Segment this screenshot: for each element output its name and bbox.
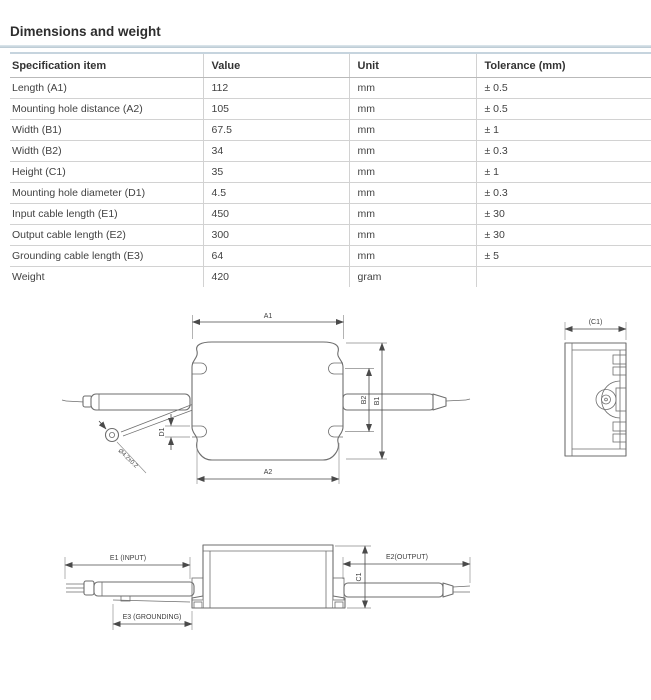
table-row <box>10 120 651 141</box>
spec-table-header-row <box>10 53 651 78</box>
cell-tolerance: ± 0.5 <box>476 78 651 99</box>
cell-tolerance: ± 0.3 <box>476 141 651 162</box>
spec-table <box>10 52 651 287</box>
cell-value: 35 <box>203 162 349 183</box>
side-ground-wire <box>113 596 190 602</box>
dim-d1 <box>159 414 190 450</box>
page-title: Dimensions and weight <box>10 24 161 39</box>
cell-unit: mm <box>349 246 476 267</box>
top-view-drawing <box>62 313 470 484</box>
cell-tolerance: ± 30 <box>476 225 651 246</box>
side-output-cable <box>344 583 470 597</box>
ground-wire <box>99 403 198 473</box>
col-header-unit: Unit <box>349 53 476 78</box>
table-row <box>10 246 651 267</box>
table-row <box>10 267 651 288</box>
cell-value: 450 <box>203 204 349 225</box>
cell-unit: mm <box>349 78 476 99</box>
cell-tolerance: ± 1 <box>476 120 651 141</box>
dim-label-a1: A1 <box>263 313 273 320</box>
cell-unit: mm <box>349 120 476 141</box>
input-cable <box>62 394 190 410</box>
title-divider <box>0 45 651 48</box>
cell-specification-item: Weight <box>12 271 45 283</box>
dim-a1 <box>193 313 344 339</box>
end-view-housing <box>565 343 626 456</box>
cell-specification-item: Mounting hole diameter (D1) <box>10 183 203 204</box>
dim-c1-end <box>565 319 626 340</box>
cell-value: 4.5 <box>203 183 349 204</box>
cell-tolerance <box>476 267 651 288</box>
dim-label-d1: D1 <box>159 427 166 437</box>
cell-specification-item: Mounting hole distance (A2) <box>10 99 203 120</box>
side-body <box>192 545 345 608</box>
end-view-drawing <box>565 319 626 456</box>
cell-value: 67.5 <box>203 120 349 141</box>
cell-tolerance: ± 30 <box>476 204 651 225</box>
dim-label-b1: B1 <box>374 396 381 406</box>
cell-unit: mm <box>349 183 476 204</box>
dim-label-b2: B2 <box>361 395 368 405</box>
cell-specification-item: Width (B1) <box>10 120 203 141</box>
dim-e1 <box>65 555 190 579</box>
table-row <box>10 204 651 225</box>
cell-specification-item: Output cable length (E2) <box>10 225 203 246</box>
cell-tolerance: ± 0.3 <box>476 183 651 204</box>
ring-terminal <box>106 429 119 442</box>
side-view-drawing <box>65 545 470 630</box>
cell-value: 64 <box>203 246 349 267</box>
cell-value: 112 <box>203 78 349 99</box>
dim-label-c1-side: C1 <box>356 572 363 582</box>
table-row <box>10 99 651 120</box>
cell-unit: gram <box>349 267 476 288</box>
dim-label-e1: E1 (INPUT) <box>109 555 147 562</box>
cell-specification-item: Height (C1) <box>10 162 203 183</box>
col-header-value: Value <box>203 53 349 78</box>
device-body-outline <box>192 342 343 460</box>
cell-specification-item: Grounding cable length (E3) <box>10 246 203 267</box>
dim-label-c1-end: (C1) <box>588 319 603 326</box>
dim-label-e2: E2(OUTPUT) <box>386 554 428 561</box>
table-row <box>10 162 651 183</box>
cell-specification-item: Input cable length (E1) <box>10 204 203 225</box>
dim-label-e3: E3 (GROUNDING) <box>122 614 182 621</box>
cell-unit: mm <box>349 162 476 183</box>
cell-value: 300 <box>203 225 349 246</box>
col-header-specification-item: Specification item <box>10 53 203 78</box>
table-row <box>10 183 651 204</box>
dim-e3 <box>113 604 192 630</box>
cell-unit: mm <box>349 99 476 120</box>
cell-tolerance: ± 5 <box>476 246 651 267</box>
cell-tolerance: ± 1 <box>476 162 651 183</box>
table-row <box>10 225 651 246</box>
cell-value: 105 <box>203 99 349 120</box>
cell-tolerance: ± 0.5 <box>476 99 651 120</box>
table-row <box>10 141 651 162</box>
ground-lug-diameter-label: Ø4.2±0.2 <box>116 448 139 470</box>
cell-unit: mm <box>349 141 476 162</box>
dimension-drawings <box>0 293 651 691</box>
side-input-cable <box>66 581 194 596</box>
cell-specification-item: Length (A1) <box>10 78 203 99</box>
cell-specification-item: Width (B2) <box>10 141 203 162</box>
col-header-tolerance: Tolerance (mm) <box>476 53 651 78</box>
dim-label-a2: A2 <box>263 469 273 476</box>
cell-value: 34 <box>203 141 349 162</box>
cell-value: 420 <box>203 267 349 288</box>
spec-table-body <box>10 78 651 288</box>
table-row <box>10 78 651 99</box>
cell-unit: mm <box>349 204 476 225</box>
cell-unit: mm <box>349 225 476 246</box>
